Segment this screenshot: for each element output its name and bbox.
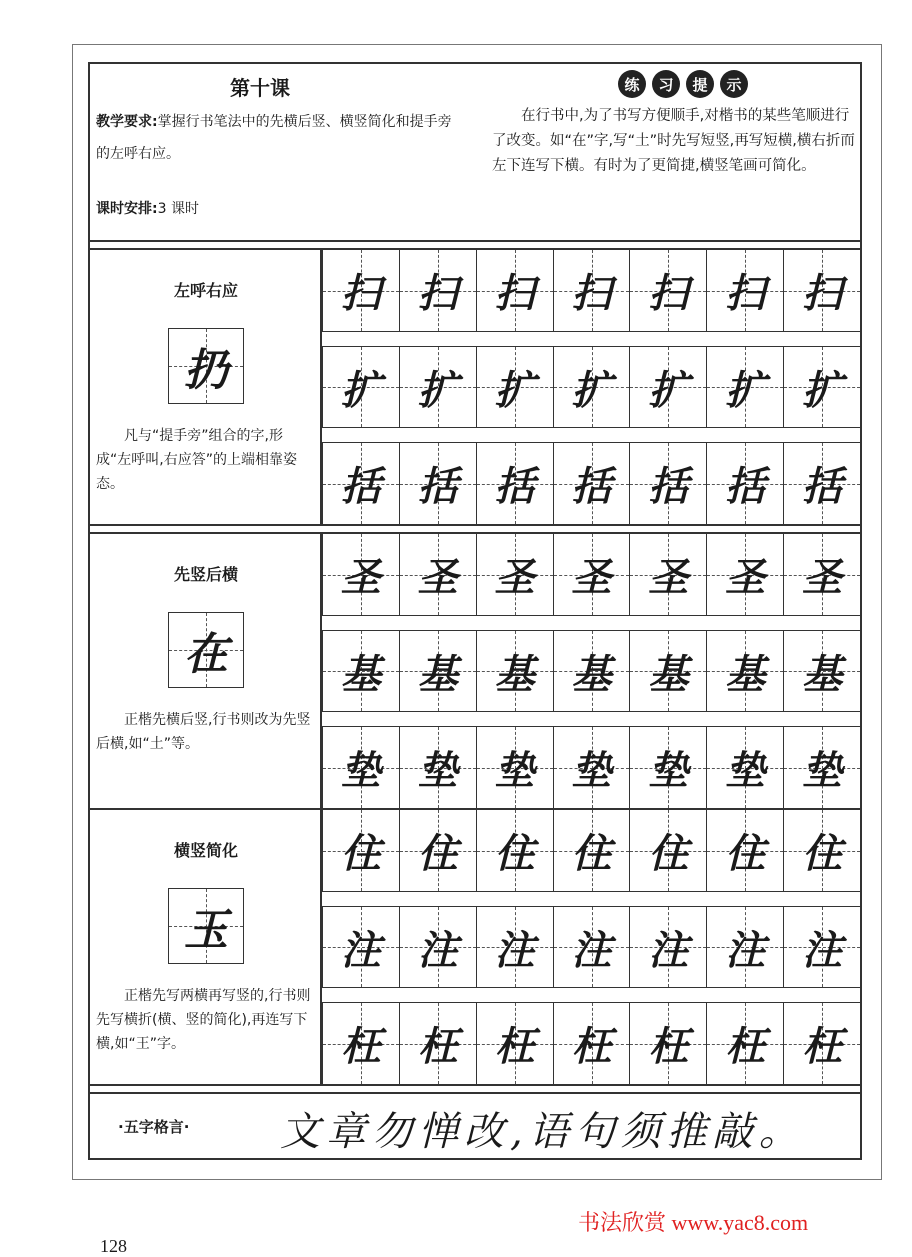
practice-cell — [783, 347, 860, 427]
practice-cell — [706, 727, 783, 808]
example-character: 玉 — [184, 905, 228, 956]
practice-character: 圣 — [802, 554, 843, 601]
practice-cell — [476, 443, 553, 524]
practice-cell — [629, 1003, 706, 1084]
motto-label: ·五字格言· — [118, 1118, 190, 1136]
practice-cell — [706, 1003, 783, 1084]
example-character-box — [168, 612, 244, 688]
practice-character: 枉 — [648, 1023, 689, 1070]
practice-character: 括 — [340, 463, 381, 510]
practice-character: 注 — [648, 926, 689, 974]
practice-cell — [399, 1003, 476, 1084]
practice-cell — [553, 907, 630, 987]
practice-cell — [553, 631, 630, 711]
practice-cell — [322, 727, 399, 808]
practice-cell — [553, 727, 630, 808]
practice-cell — [322, 631, 399, 711]
practice-character: 枉 — [725, 1023, 766, 1070]
practice-character: 注 — [725, 926, 766, 974]
practice-character: 括 — [494, 463, 535, 510]
practice-character: 括 — [802, 463, 843, 510]
practice-grid — [322, 534, 860, 808]
practice-cell — [706, 347, 783, 427]
practice-character: 扫 — [417, 270, 458, 317]
lesson-title: 第十课 — [230, 76, 290, 100]
schedule-label: 课时安排: — [96, 201, 158, 217]
practice-cell — [629, 443, 706, 524]
practice-cell — [629, 810, 706, 891]
practice-cell — [629, 907, 706, 987]
practice-section — [90, 808, 860, 1086]
practice-cell — [476, 810, 553, 891]
practice-cell — [553, 347, 630, 427]
practice-cell — [629, 727, 706, 808]
practice-cell — [783, 534, 860, 615]
practice-character: 扩 — [648, 366, 689, 414]
practice-character: 圣 — [571, 554, 612, 601]
practice-cell — [629, 347, 706, 427]
practice-cell — [399, 250, 476, 331]
practice-cell — [629, 250, 706, 331]
practice-cell — [399, 727, 476, 808]
watermark: 书法欣赏 www.yac8.com — [578, 1210, 809, 1235]
practice-character: 圣 — [417, 554, 458, 601]
practice-cell — [399, 631, 476, 711]
practice-row — [322, 906, 860, 988]
section-title: 左呼右应 — [173, 281, 238, 300]
practice-cell — [399, 534, 476, 615]
practice-character: 垫 — [571, 747, 612, 794]
practice-cell — [476, 250, 553, 331]
practice-character: 扩 — [417, 366, 458, 414]
practice-character: 住 — [571, 830, 612, 877]
practice-cell — [783, 907, 860, 987]
practice-character: 圣 — [494, 554, 535, 601]
requirement-label: 教学要求: — [96, 114, 158, 130]
practice-character: 垫 — [417, 747, 458, 794]
practice-row — [322, 810, 860, 892]
practice-character: 垫 — [802, 747, 843, 794]
practice-row — [322, 346, 860, 428]
practice-cell — [706, 534, 783, 615]
practice-cell — [783, 810, 860, 891]
practice-cell — [629, 631, 706, 711]
requirement-text: 掌握行书笔法中的先横后竖、横竖简化和提手旁的左呼右应。 — [96, 114, 452, 162]
practice-character: 住 — [494, 830, 535, 877]
practice-character: 枉 — [417, 1023, 458, 1070]
practice-character: 基 — [417, 650, 458, 698]
practice-character: 住 — [340, 830, 381, 877]
practice-character: 基 — [725, 650, 766, 698]
practice-character: 注 — [571, 926, 612, 974]
practice-cell — [476, 534, 553, 615]
section-info — [90, 534, 322, 808]
practice-cell — [553, 534, 630, 615]
example-character-box — [168, 888, 244, 964]
practice-row — [322, 442, 860, 524]
practice-character: 基 — [494, 650, 535, 698]
practice-character: 注 — [802, 926, 843, 974]
practice-cell — [706, 443, 783, 524]
tips-text: 在行书中,为了书写方便顺手,对楷书的某些笔顺进行了改变。如“在”字,写“土”时先写短竖,再写短横,横右折而左下连写下横。有时为了更简捷,横竖笔画可简化。 — [492, 108, 855, 174]
practice-cell — [476, 631, 553, 711]
practice-cell — [783, 631, 860, 711]
tip-badge: 示 — [720, 70, 748, 98]
practice-character: 扫 — [648, 270, 689, 317]
practice-character: 括 — [648, 463, 689, 510]
practice-cell — [399, 907, 476, 987]
motto-row — [90, 1092, 860, 1158]
lesson-table — [88, 62, 862, 1160]
practice-character: 圣 — [340, 554, 381, 601]
practice-character: 括 — [571, 463, 612, 510]
practice-cell — [476, 727, 553, 808]
practice-cell — [399, 347, 476, 427]
practice-character: 住 — [417, 830, 458, 877]
practice-row — [322, 250, 860, 332]
practice-character: 圣 — [648, 554, 689, 601]
practice-character: 注 — [494, 926, 535, 974]
practice-grid — [322, 250, 860, 524]
tip-badge: 提 — [686, 70, 714, 98]
lesson-header — [90, 64, 860, 242]
practice-grid — [322, 810, 860, 1084]
section-description: 正楷先横后竖,行书则改为先竖后横,如“土”等。 — [96, 712, 311, 752]
practice-character: 枉 — [340, 1023, 381, 1070]
section-title: 先竖后横 — [173, 565, 238, 584]
section-description: 正楷先写两横再写竖的,行书则先写横折(横、竖的简化),再连写下横,如“王”字。 — [96, 988, 311, 1052]
practice-character: 基 — [802, 650, 843, 698]
page-number: 128 — [100, 1236, 127, 1256]
practice-character: 垫 — [648, 747, 689, 794]
practice-character: 住 — [648, 830, 689, 877]
practice-cell — [322, 347, 399, 427]
practice-cell — [783, 1003, 860, 1084]
practice-cell — [322, 907, 399, 987]
schedule — [96, 198, 199, 218]
practice-character: 括 — [725, 463, 766, 510]
practice-cell — [629, 534, 706, 615]
practice-cell — [322, 250, 399, 331]
practice-cell — [783, 443, 860, 524]
practice-character: 扫 — [802, 270, 843, 317]
practice-tips-badges — [618, 70, 748, 98]
tip-badge: 练 — [618, 70, 646, 98]
practice-character: 扫 — [494, 270, 535, 317]
practice-cell — [553, 1003, 630, 1084]
practice-cell — [399, 810, 476, 891]
practice-section — [90, 532, 860, 810]
practice-cell — [322, 1003, 399, 1084]
practice-cell — [476, 907, 553, 987]
practice-character: 枉 — [494, 1023, 535, 1070]
practice-cell — [399, 443, 476, 524]
practice-character: 扩 — [571, 366, 612, 414]
section-title: 横竖简化 — [173, 841, 238, 860]
practice-cell — [706, 907, 783, 987]
practice-cell — [783, 727, 860, 808]
practice-cell — [706, 631, 783, 711]
practice-cell — [476, 347, 553, 427]
practice-character: 垫 — [494, 747, 535, 794]
practice-character: 括 — [417, 463, 458, 510]
section-description: 凡与“提手旁”组合的字,形成“左呼叫,右应答”的上端相靠姿态。 — [96, 428, 297, 492]
practice-character: 注 — [340, 926, 381, 974]
practice-character: 扩 — [340, 366, 381, 414]
practice-cell — [706, 810, 783, 891]
practice-character: 扫 — [340, 270, 381, 317]
practice-character: 注 — [417, 926, 458, 974]
example-character-box — [168, 328, 244, 404]
schedule-text: 3 课时 — [157, 201, 199, 217]
practice-character: 垫 — [340, 747, 381, 794]
practice-character: 枉 — [571, 1023, 612, 1070]
practice-character: 圣 — [725, 554, 766, 601]
practice-character: 扫 — [725, 270, 766, 317]
practice-character: 扩 — [802, 366, 843, 414]
practice-section — [90, 248, 860, 526]
practice-cell — [783, 250, 860, 331]
section-info — [90, 810, 322, 1084]
practice-character: 枉 — [802, 1023, 843, 1070]
example-character: 在 — [184, 629, 228, 680]
practice-row — [322, 534, 860, 616]
practice-character: 住 — [802, 830, 843, 877]
practice-character: 扩 — [494, 366, 535, 414]
practice-character: 基 — [648, 650, 689, 698]
practice-character: 垫 — [725, 747, 766, 794]
practice-cell — [553, 443, 630, 524]
practice-cell — [553, 250, 630, 331]
practice-cell — [322, 443, 399, 524]
practice-cell — [553, 810, 630, 891]
motto-text: 文章勿惮改,语句须推敲。 — [280, 1109, 805, 1155]
practice-character: 基 — [340, 650, 381, 698]
section-info — [90, 250, 322, 524]
tip-badge: 习 — [652, 70, 680, 98]
example-character: 扔 — [184, 345, 228, 396]
practice-character: 扫 — [571, 270, 612, 317]
practice-character: 基 — [571, 650, 612, 698]
practice-row — [322, 630, 860, 712]
practice-cell — [706, 250, 783, 331]
practice-row — [322, 1002, 860, 1084]
practice-character: 扩 — [725, 366, 766, 414]
practice-character: 住 — [725, 830, 766, 877]
practice-row — [322, 726, 860, 808]
practice-cell — [322, 810, 399, 891]
teaching-requirement — [96, 106, 456, 170]
practice-cell — [476, 1003, 553, 1084]
practice-cell — [322, 534, 399, 615]
